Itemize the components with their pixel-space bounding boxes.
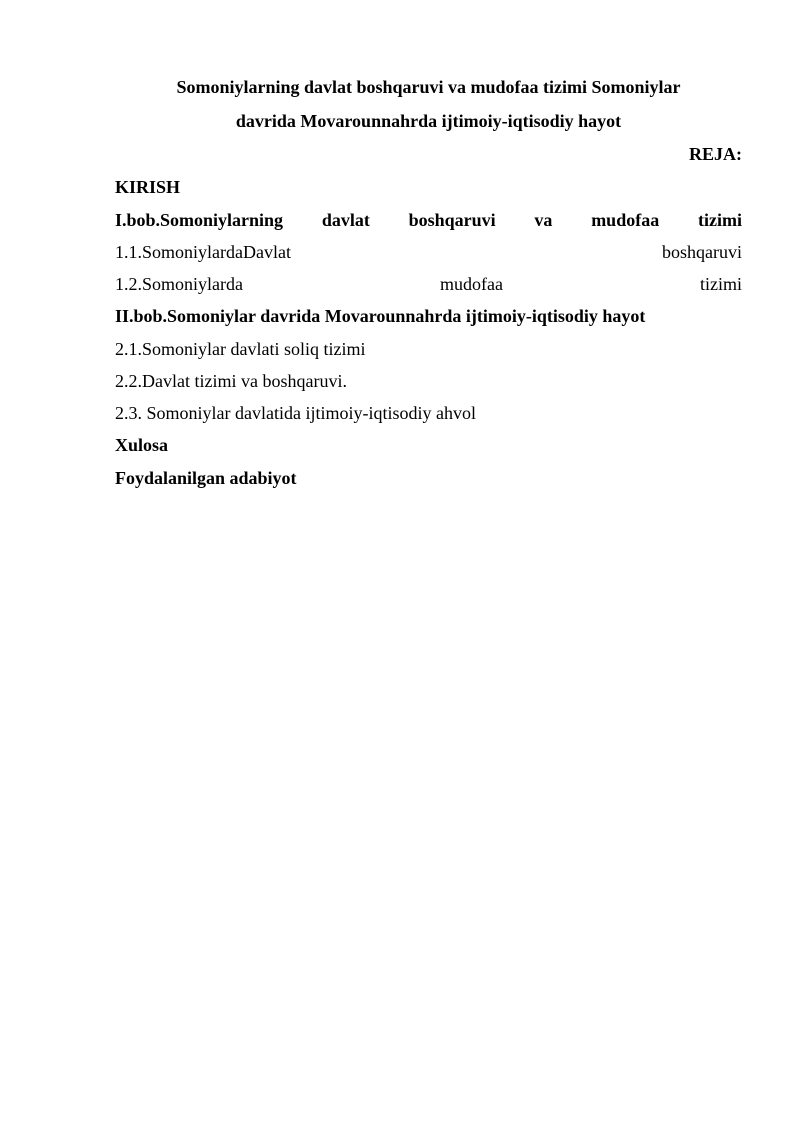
document-title-line-2: davrida Movarounnahrda ijtimoiy-iqtisodiy hayot bbox=[235, 111, 622, 131]
document-title-line-1: Somoniylarning davlat boshqaruvi va mudofaa tizimi Somoniylar bbox=[176, 77, 681, 97]
section-1-2-word: mudofaa bbox=[440, 274, 503, 294]
conclusion-heading: Xulosa bbox=[115, 435, 169, 455]
section-1-1 bbox=[115, 241, 742, 263]
chapter-1-word: va bbox=[534, 210, 553, 230]
chapter-1-word: mudofaa bbox=[591, 210, 660, 230]
chapter-1-word: davlat bbox=[321, 210, 370, 230]
chapter-2-heading: II.bob.Somoniylar davrida Movarounnahrda ijtimoiy-iqtisodiy hayot bbox=[115, 306, 646, 326]
section-1-1-word: 1.1.SomoniylardaDavlat bbox=[115, 242, 291, 262]
section-2-3: 2.3. Somoniylar davlatida ijtimoiy-iqtisodiy ahvol bbox=[115, 403, 476, 423]
section-1-2 bbox=[115, 273, 742, 295]
section-1-1-word: boshqaruvi bbox=[662, 242, 742, 262]
intro-heading: KIRISH bbox=[115, 177, 181, 197]
section-2-2: 2.2.Davlat tizimi va boshqaruvi. bbox=[115, 371, 347, 391]
chapter-1-word: I.bob.Somoniylarning bbox=[115, 210, 284, 230]
chapter-1-word: tizimi bbox=[697, 210, 742, 230]
references-heading: Foydalanilgan adabiyot bbox=[115, 468, 297, 488]
section-2-1: 2.1.Somoniylar davlati soliq tizimi bbox=[115, 339, 366, 359]
chapter-1-heading bbox=[115, 209, 742, 231]
chapter-1-word: boshqaruvi bbox=[408, 210, 496, 230]
plan-heading: REJA: bbox=[689, 144, 742, 164]
section-1-2-word: 1.2.Somoniylarda bbox=[115, 274, 243, 294]
section-1-2-word: tizimi bbox=[699, 274, 742, 294]
